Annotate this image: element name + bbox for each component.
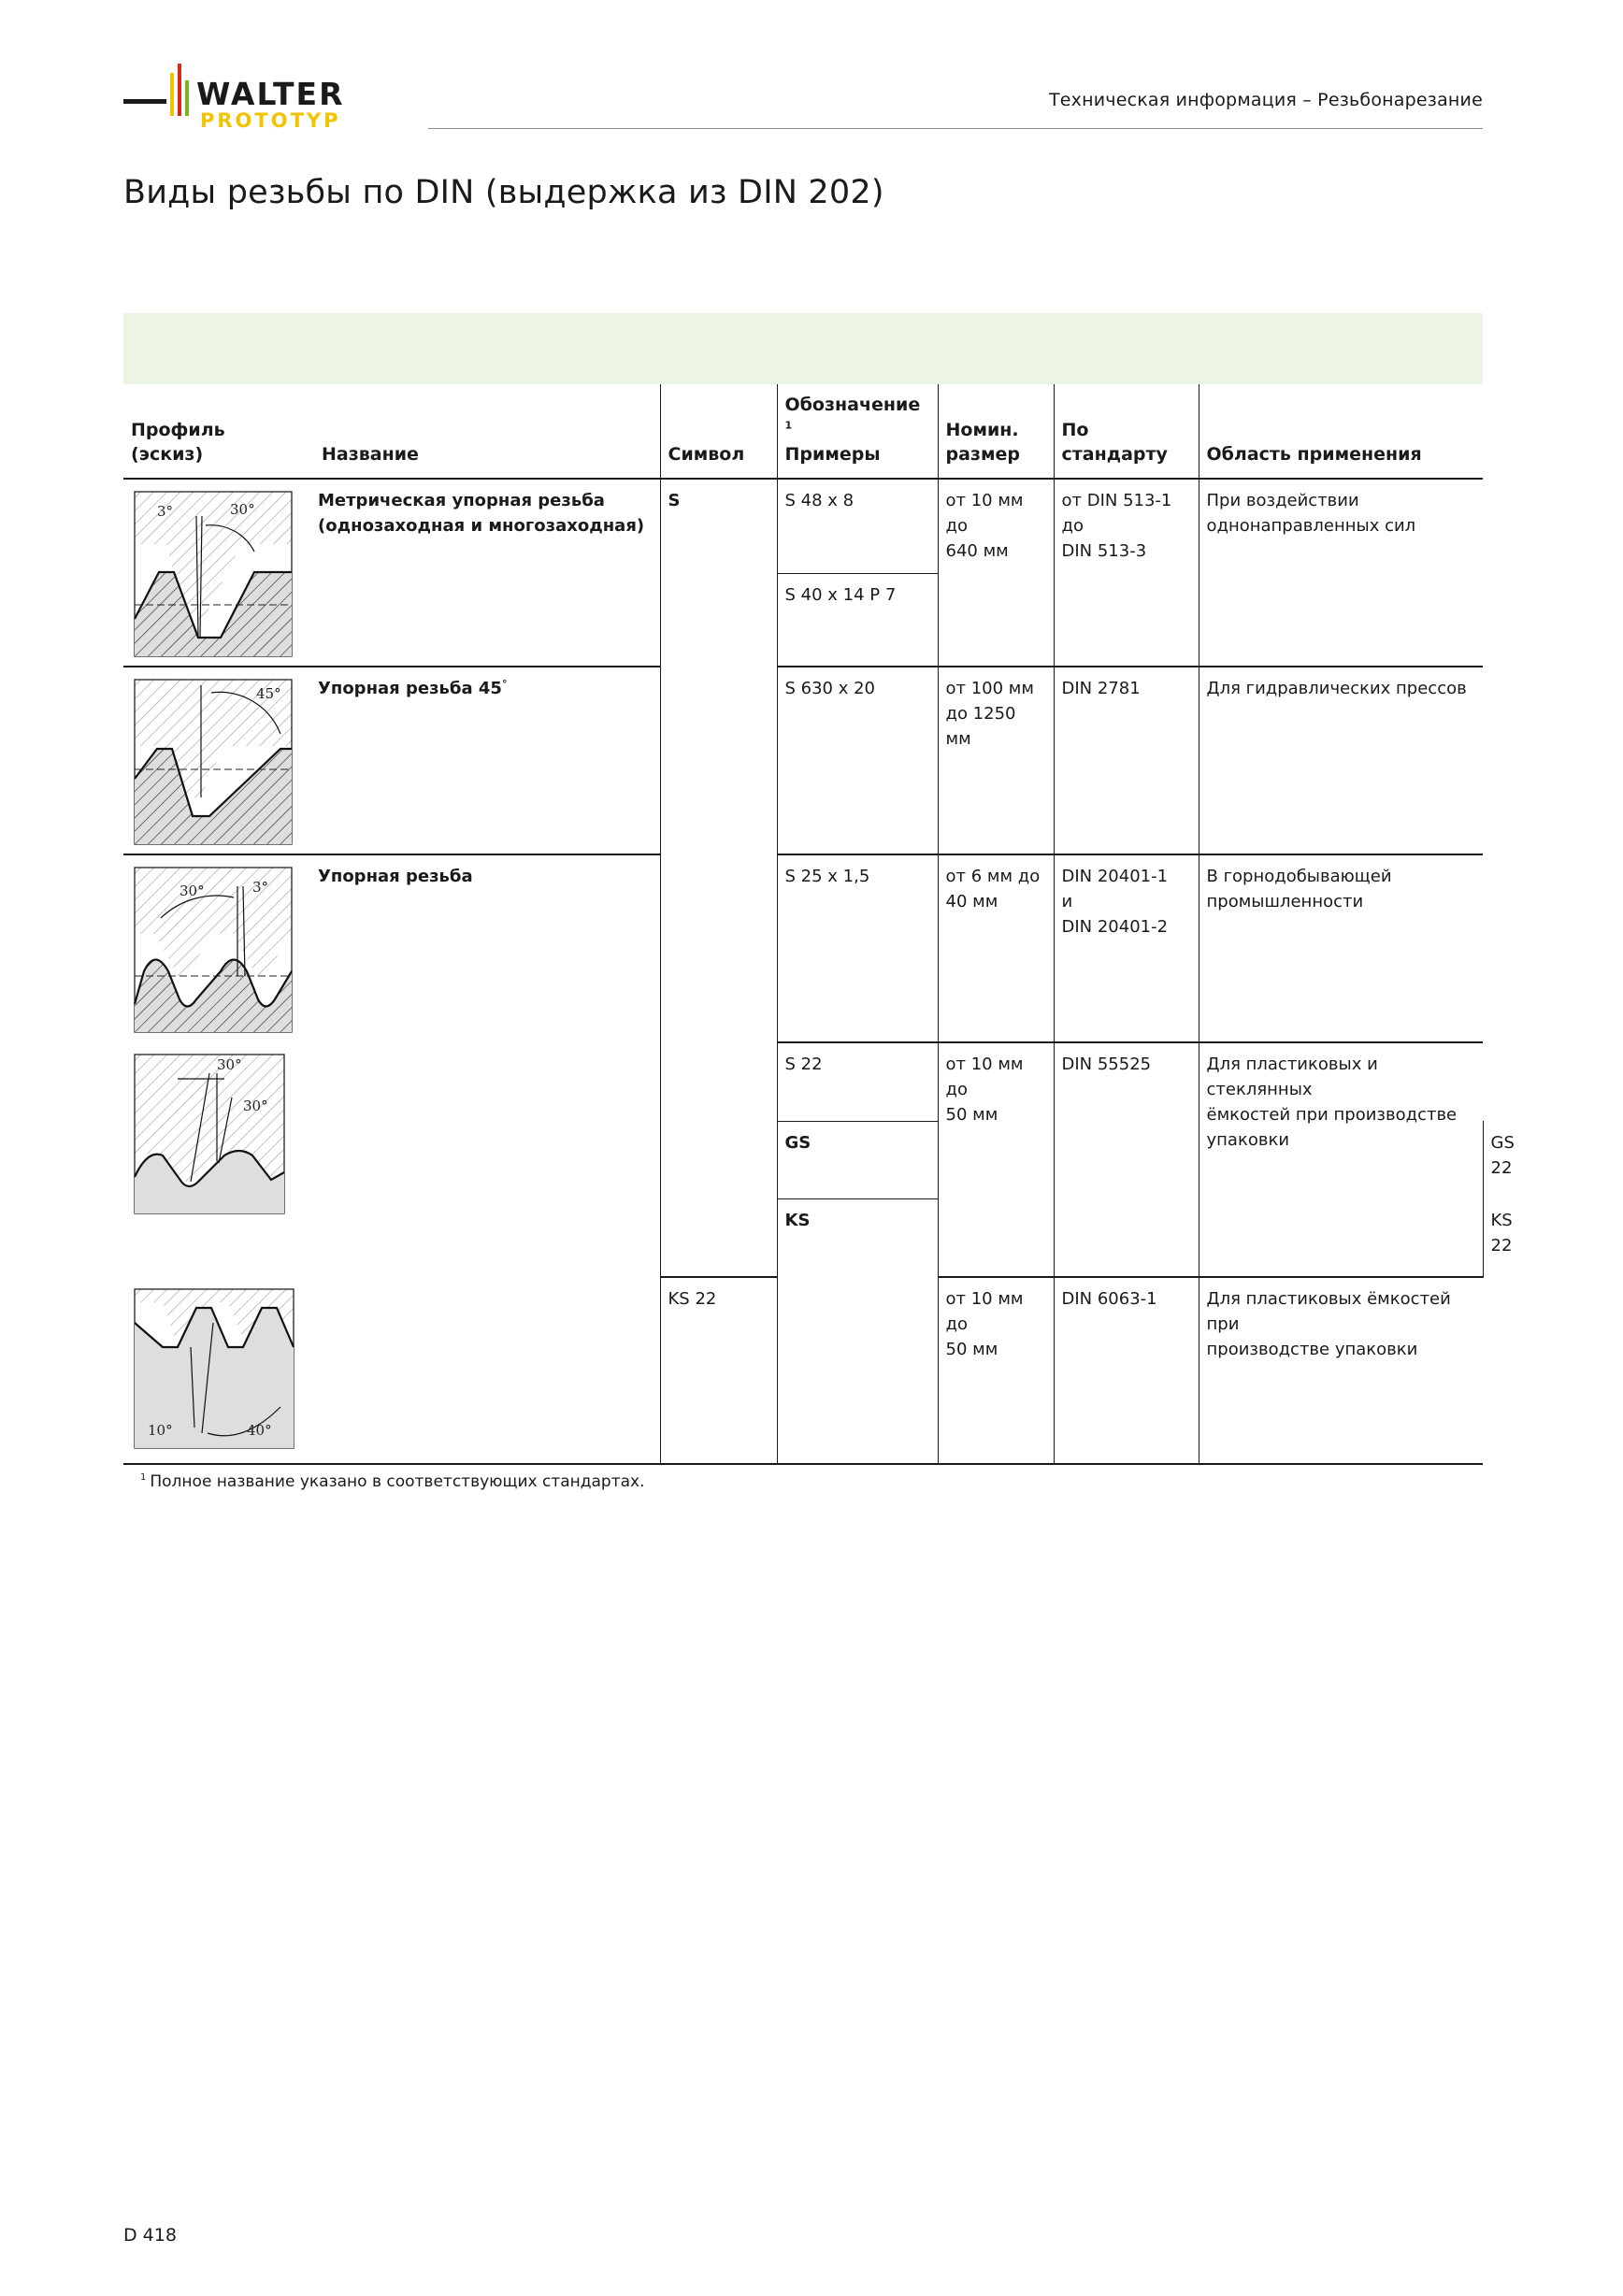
symbol-S: S <box>660 479 777 1277</box>
example-metric-2: S 40 x 14 P 7 <box>777 573 938 667</box>
svg-text:30°: 30° <box>243 1098 268 1114</box>
standard-buttress-45: DIN 2781 <box>1054 667 1199 854</box>
col-application: Область применения <box>1199 384 1483 479</box>
walter-prototyp-logo <box>123 60 404 135</box>
example-buttress-45: S 630 x 20 <box>777 667 938 854</box>
size-buttress-45: от 100 мм до 1250 мм <box>938 667 1054 854</box>
svg-text:3°: 3° <box>252 879 269 896</box>
standard-s22: DIN 55525 <box>1054 1042 1199 1277</box>
table-row <box>123 854 1483 1042</box>
thread-name-metric: Метрическая упорная резьба (однозаходная и многозаходная) <box>318 491 645 536</box>
standard-buttress: DIN 20401-1 и DIN 20401-2 <box>1054 854 1199 1042</box>
standard-metric: от DIN 513-1 до DIN 513-3 <box>1054 479 1199 667</box>
size-buttress: от 6 мм до 40 мм <box>938 854 1054 1042</box>
symbol-GS: GS <box>777 1121 938 1198</box>
profile-sketch-buttress <box>123 854 310 1042</box>
application-s22: Для пластиковых и стеклянных ёмкостей при производстве упаковки <box>1199 1042 1483 1277</box>
table-header-row <box>123 384 1483 479</box>
col-profile: Профиль (эскиз) <box>123 384 310 479</box>
profile-sketch-metric-buttress <box>123 479 310 667</box>
table-row <box>123 1042 1483 1121</box>
col-nominal-size: Номин. размер <box>938 384 1054 479</box>
thread-name-buttress-45: Упорная резьба 45° <box>310 667 660 854</box>
size-s22: от 10 мм до 50 мм <box>938 1042 1054 1277</box>
table-row <box>123 479 1483 573</box>
table-header-band <box>123 313 1483 384</box>
table-row: GS GS 22 <box>123 1121 1483 1198</box>
col-standard: По стандарту <box>1054 384 1199 479</box>
thread-name-empty <box>310 1042 660 1464</box>
application-buttress: В горнодобывающей промышленности <box>1199 854 1483 1042</box>
footnote: $^1$ Полное название указано в соответствующих стандартах. <box>140 1472 645 1491</box>
standard-ks22-2: DIN 6063-1 <box>1054 1277 1199 1464</box>
header-divider <box>428 128 1483 129</box>
example-s22: S 22 <box>777 1042 938 1121</box>
table-bottom-rule <box>123 1464 1483 1465</box>
svg-text:45°: 45° <box>256 685 281 702</box>
example-metric-1: S 48 x 8 <box>777 479 938 573</box>
svg-text:30°: 30° <box>180 883 205 899</box>
col-designation: Обозначение $^1$ Примеры <box>777 384 938 479</box>
example-buttress: S 25 x 1,5 <box>777 854 938 1042</box>
col-name: Название <box>310 384 660 479</box>
profile-sketch-ks <box>123 1277 310 1464</box>
symbol-KS: KS <box>777 1198 938 1464</box>
col-symbol: Символ <box>660 384 777 479</box>
application-metric: При воздействии однонаправленных сил <box>1199 479 1483 667</box>
page-title: Виды резьбы по DIN (выдержка из DIN 202) <box>123 174 884 211</box>
thread-name-buttress: Упорная резьба <box>310 854 660 1042</box>
profile-sketch-buttress-45 <box>123 667 310 854</box>
svg-text:30°: 30° <box>217 1056 242 1073</box>
svg-text:PROTOTYP: PROTOTYP <box>200 109 341 132</box>
svg-text:30°: 30° <box>230 501 255 518</box>
application-ks22-2: Для пластиковых ёмкостей при производстве упаковки <box>1199 1277 1483 1464</box>
page-number: D 418 <box>123 2225 177 2246</box>
section-title: Техническая информация – Резьбонарезание <box>1048 90 1483 110</box>
svg-text:WALTER: WALTER <box>196 76 345 112</box>
application-buttress-45: Для гидравлических прессов <box>1199 667 1483 854</box>
size-metric: от 10 мм до 640 мм <box>938 479 1054 667</box>
table-row <box>123 667 1483 854</box>
svg-text:3°: 3° <box>157 503 174 520</box>
example-ks22-2: KS 22 <box>660 1277 777 1464</box>
table-row: KS KS 22 <box>123 1198 1483 1277</box>
thread-types-table <box>123 384 1515 1465</box>
size-ks22-2: от 10 мм до 50 мм <box>938 1277 1054 1464</box>
profile-sketch-container-thread <box>123 1042 310 1277</box>
svg-text:40°: 40° <box>247 1422 272 1439</box>
svg-text:10°: 10° <box>148 1422 173 1439</box>
